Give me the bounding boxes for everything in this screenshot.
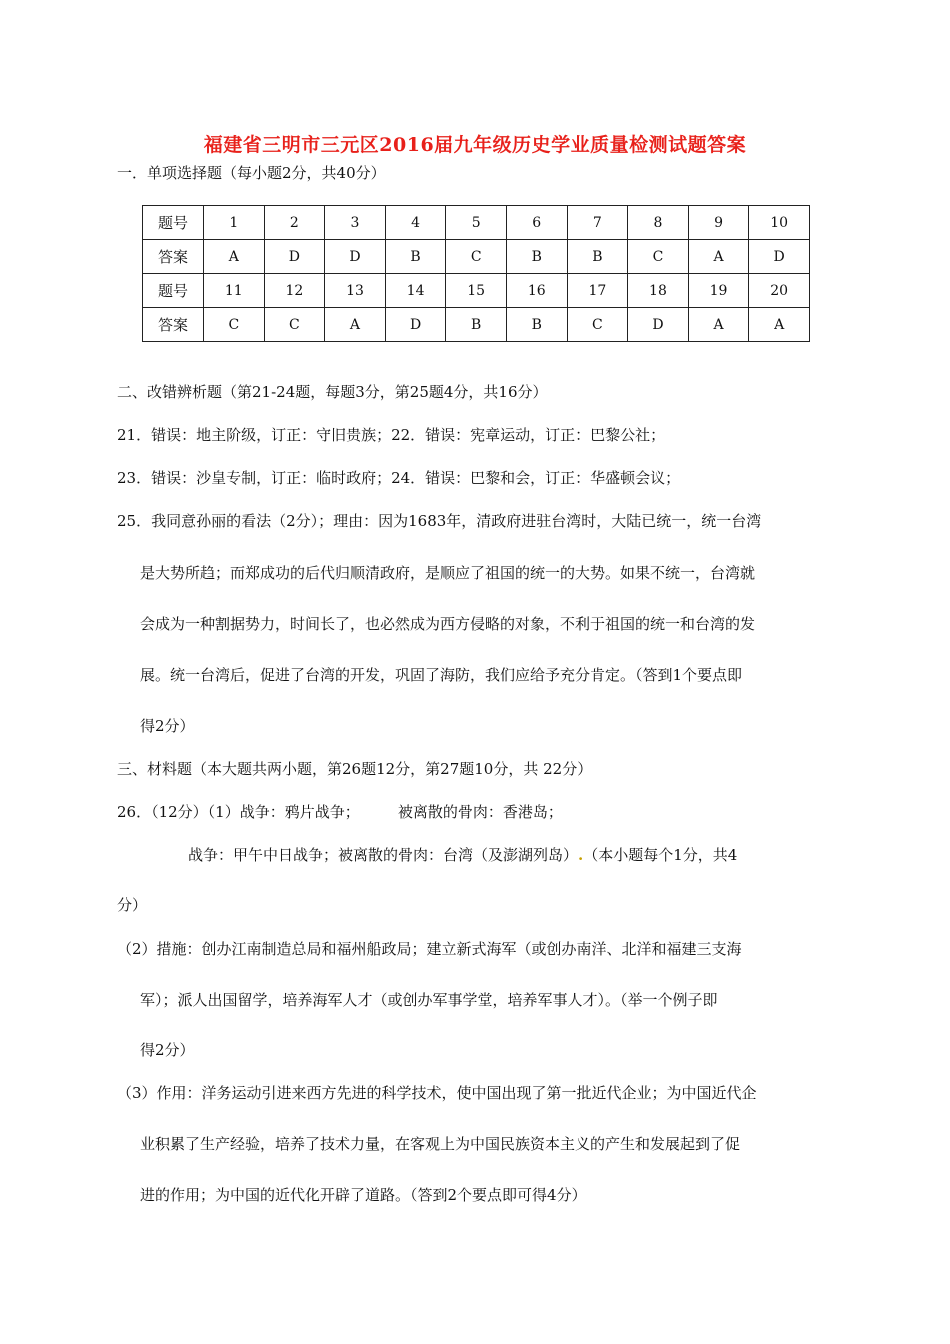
answer-cell: A: [688, 308, 749, 342]
answer-cell: B: [506, 308, 567, 342]
answer-cell: B: [506, 240, 567, 274]
table-row-numbers-b: [143, 274, 810, 308]
answer-cell: A: [688, 240, 749, 274]
answer-cell: A: [749, 308, 810, 342]
question-number: 17: [567, 274, 628, 308]
answer-line-q25: 会成为一种割据势力，时间长了，也必然成为西方侵略的对象，不利于祖国的统一和台湾的发: [140, 615, 756, 633]
section1-heading: 一．单项选择题（每小题2分，共40分）: [117, 164, 386, 182]
answer-cell: A: [204, 240, 265, 274]
question-number: 7: [567, 206, 628, 240]
question-number: 1: [204, 206, 265, 240]
row-label-number: 题号: [143, 274, 204, 308]
section2-heading: 二、改错辨析题（第21-24题，每题3分，第25题4分，共16分）: [117, 383, 548, 401]
row-label-answer: 答案: [143, 308, 204, 342]
answer-line-q25: 得2分）: [140, 717, 195, 735]
row-label-number: 题号: [143, 206, 204, 240]
answer-cell: C: [628, 240, 689, 274]
answer-cell: A: [325, 308, 386, 342]
answer-cell: C: [567, 308, 628, 342]
answer-line-q26-3: 进的作用；为中国的近代化开辟了道路。（答到2个要点即可得4分）: [140, 1186, 587, 1204]
question-number: 19: [688, 274, 749, 308]
answer-line-q25: 是大势所趋；而郑成功的后代归顺清政府，是顺应了祖国的统一的大势。如果不统一，台湾就: [140, 564, 756, 582]
answer-cell: C: [204, 308, 265, 342]
answer-cell: D: [628, 308, 689, 342]
question-number: 9: [688, 206, 749, 240]
question-number: 4: [385, 206, 446, 240]
answer-line-q25: 25．我同意孙丽的看法（2分）；理由：因为1683年，清政府进驻台湾时，大陆已统一，统一台湾: [117, 512, 762, 530]
table-row-answers-b: [143, 308, 810, 342]
question-number: 6: [506, 206, 567, 240]
question-number: 12: [264, 274, 325, 308]
table-row-answers-a: [143, 240, 810, 274]
question-number: 15: [446, 274, 507, 308]
question-number: 14: [385, 274, 446, 308]
document-title: 福建省三明市三元区2016届九年级历史学业质量检测试题答案: [203, 134, 747, 156]
dot-mark: .: [578, 846, 584, 864]
answer-line-q26-2: （2）措施：创办江南制造总局和福州船政局；建立新式海军（或创办南洋、北洋和福建三支海: [117, 940, 742, 958]
table-row-numbers-a: [143, 206, 810, 240]
question-number: 16: [506, 274, 567, 308]
answer-line-q26-1: [188, 845, 737, 865]
question-number: 18: [628, 274, 689, 308]
answer-line-q26-1: 分）: [117, 896, 148, 914]
question-number: 3: [325, 206, 386, 240]
question-number: 10: [749, 206, 810, 240]
answer-cell: D: [264, 240, 325, 274]
answer-line-q26-1: 26．（12分）（1）战争：鸦片战争； 被离散的骨肉：香港岛；: [117, 803, 563, 821]
question-number: 5: [446, 206, 507, 240]
row-label-answer: 答案: [143, 240, 204, 274]
answer-line-q26-2: 得2分）: [140, 1041, 195, 1059]
question-number: 20: [749, 274, 810, 308]
answer-line-q26-3: （3）作用：洋务运动引进来西方先进的科学技术，使中国出现了第一批近代企业；为中国近代企: [117, 1084, 757, 1102]
question-number: 8: [628, 206, 689, 240]
answer-cell: C: [264, 308, 325, 342]
answer-text: （本小题每个1分，共4: [583, 846, 738, 864]
answer-cell: D: [749, 240, 810, 274]
answer-cell: B: [385, 240, 446, 274]
answer-cell: C: [446, 240, 507, 274]
section3-heading: 三、材料题（本大题共两小题，第26题12分，第27题10分，共 22分）: [117, 760, 593, 778]
answer-line-q23-24: 23．错误：沙皇专制，订正：临时政府；24．错误：巴黎和会，订正：华盛顿会议；: [117, 469, 681, 487]
answer-cell: D: [325, 240, 386, 274]
answer-cell: B: [567, 240, 628, 274]
answer-line-q21-22: 21．错误：地主阶级，订正：守旧贵族；22．错误：宪章运动，订正：巴黎公社；: [117, 426, 666, 444]
answer-cell: B: [446, 308, 507, 342]
answer-line-q25: 展。统一台湾后，促进了台湾的开发，巩固了海防，我们应给予充分肯定。（答到1个要点即: [140, 666, 743, 684]
answer-cell: D: [385, 308, 446, 342]
question-number: 11: [204, 274, 265, 308]
answer-line-q26-3: 业积累了生产经验，培养了技术力量，在客观上为中国民族资本主义的产生和发展起到了促: [140, 1135, 741, 1153]
answer-line-q26-2: 军）；派人出国留学，培养海军人才（或创办军事学堂，培养军事人才）。（举一个例子即: [140, 991, 718, 1009]
answer-text: 战争：甲午中日战争；被离散的骨肉：台湾（及澎湖列岛）: [188, 846, 579, 864]
answer-table: [142, 205, 810, 342]
question-number: 2: [264, 206, 325, 240]
question-number: 13: [325, 274, 386, 308]
